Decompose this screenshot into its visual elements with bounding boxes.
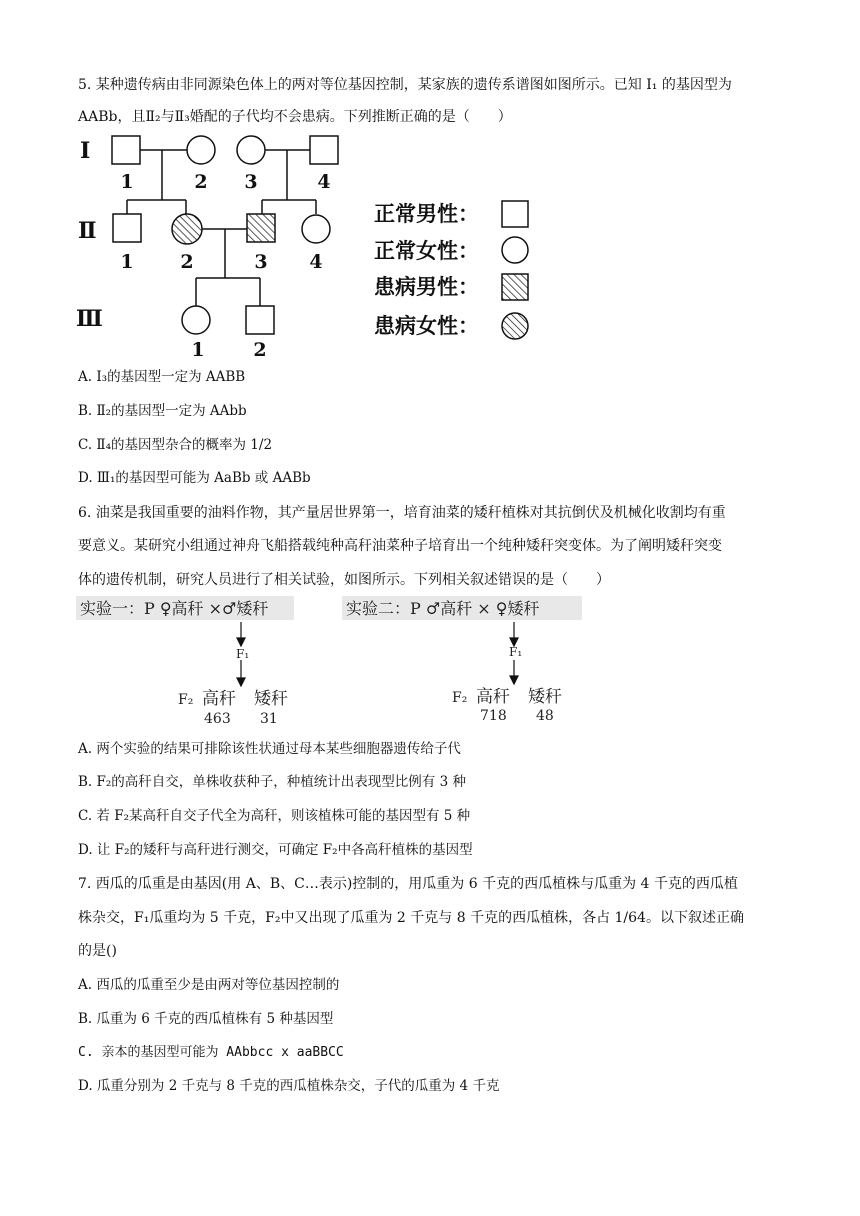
gen-label-II: Ⅱ <box>78 218 97 244</box>
exp2-tall-count: 718 <box>480 708 507 724</box>
q6-stem-line-1: 6. 油菜是我国重要的油料作物，其产量居世界第一，培育油菜的矮秆植株对其抗倒伏及机械化收割均有重 <box>78 505 726 521</box>
legend-affected-male-label: 患病男性： <box>374 274 479 299</box>
q7-option-b: B. 瓜重为 6 千克的西瓜植株有 5 种基因型 <box>78 1011 334 1027</box>
II4-normal-female <box>302 215 330 243</box>
q6-option-d: D. 让 F₂的矮秆与高秆进行测交，可确定 F₂中各高秆植株的基因型 <box>78 842 473 858</box>
exp1-f1: F₁ <box>236 647 250 661</box>
q6-option-a: A. 两个实验的结果可排除该性状通过母本某些细胞器遗传给子代 <box>78 741 461 757</box>
exp2-short-count: 48 <box>536 708 554 724</box>
exp1-tall-count: 463 <box>204 711 231 727</box>
II4-number: 4 <box>309 251 323 273</box>
q6-stem-line-3: 体的遗传机制，研究人员进行了相关试验，如图所示。下列相关叙述错误的是（ ） <box>78 572 610 588</box>
II3-number: 3 <box>254 251 268 273</box>
exp2-tall: 高秆 <box>476 687 510 707</box>
legend-affected-female-symbol <box>502 313 528 339</box>
q5-option-a: A. I₃的基因型一定为 AABB <box>78 369 246 385</box>
q7-stem-line-2: 株杂交，F₁瓜重均为 5 千克，F₂中又出现了瓜重为 2 千克与 8 千克的西瓜植株，各占 1/64。以下叙述正确 <box>78 910 744 926</box>
legend-affected-male-symbol <box>502 274 528 300</box>
exp2-f2-label: F₂ <box>452 690 468 706</box>
I4-normal-male <box>310 136 338 164</box>
legend-normal-female-symbol <box>502 237 528 263</box>
q5-stem-line-1: 5. 某种遗传病由非同源染色体上的两对等位基因控制，某家族的遗传系谱图如图所示。已知 I₁ 的基因型为 <box>78 77 732 93</box>
I1-normal-male <box>112 136 140 164</box>
q7-option-d: D. 瓜重分别为 2 千克与 8 千克的西瓜植株杂交，子代的瓜重为 4 千克 <box>78 1078 500 1094</box>
q6-option-b: B. F₂的高秆自交，单株收获种子，种植统计出表现型比例有 3 种 <box>78 774 466 790</box>
experiment-diagram <box>76 596 616 728</box>
exp2-short: 矮秆 <box>528 687 562 707</box>
exp2-header: 实验二：P ♂高秆 × ♀矮秆 <box>346 599 540 618</box>
I2-number: 2 <box>194 171 208 193</box>
legend-normal-male-symbol <box>502 201 528 227</box>
exp1-tall: 高秆 <box>202 689 236 709</box>
gen-label-III: Ⅲ <box>76 306 103 332</box>
q7-stem-line-1: 7. 西瓜的瓜重是由基因(用 A、B、C…表示)控制的，用瓜重为 6 千克的西瓜植株与瓜重为 4 千克的西瓜植 <box>78 876 738 892</box>
III2-normal-male <box>246 306 274 334</box>
III1-number: 1 <box>191 339 205 361</box>
q6-stem-line-2: 要意义。某研究小组通过神舟飞船搭载纯种高秆油菜种子培育出一个纯种矮秆突变体。为了阐明矮秆突变 <box>78 538 722 554</box>
legend-normal-female-label: 正常女性： <box>374 238 479 263</box>
pedigree-chart <box>70 128 550 363</box>
I1-number: 1 <box>120 171 134 193</box>
I4-number: 4 <box>317 171 331 193</box>
q7-option-c: C. 亲本的基因型可能为 AAbbcc x aaBBCC <box>78 1045 344 1060</box>
legend-normal-male-label: 正常男性： <box>374 201 479 226</box>
q5-option-b: B. Ⅱ₂的基因型一定为 AAbb <box>78 403 247 419</box>
I2-normal-female <box>187 136 215 164</box>
legend-affected-female-label: 患病女性： <box>374 313 479 338</box>
q6-option-c: C. 若 F₂某高秆自交子代全为高秆，则该植株可能的基因型有 5 种 <box>78 808 471 824</box>
gen-label-I: Ⅰ <box>80 138 91 164</box>
III2-number: 2 <box>253 339 267 361</box>
exp1-short: 矮秆 <box>254 689 288 709</box>
q7-stem-line-3: 的是() <box>78 943 117 959</box>
II2-number: 2 <box>180 251 194 273</box>
q5-option-d: D. Ⅲ₁的基因型可能为 AaBb 或 AABb <box>78 470 311 486</box>
I3-normal-female <box>237 136 265 164</box>
exp2-f1: F₁ <box>509 645 523 659</box>
exp1-short-count: 31 <box>260 711 278 727</box>
II1-number: 1 <box>120 251 134 273</box>
exp1-header: 实验一：P ♀高秆 ×♂矮秆 <box>80 599 269 618</box>
q5-option-c: C. Ⅱ₄的基因型杂合的概率为 1/2 <box>78 437 273 453</box>
II3-affected-male <box>247 214 275 242</box>
II2-affected-female <box>172 214 202 244</box>
II1-normal-male <box>113 214 141 242</box>
exp1-f2-label: F₂ <box>178 692 194 708</box>
q5-stem-line-2: AABb，且Ⅱ₂与Ⅱ₃婚配的子代均不会患病。下列推断正确的是（ ） <box>78 109 512 125</box>
I3-number: 3 <box>244 171 258 193</box>
q7-option-a: A. 西瓜的瓜重至少是由两对等位基因控制的 <box>78 977 340 993</box>
III1-normal-female <box>182 306 210 334</box>
